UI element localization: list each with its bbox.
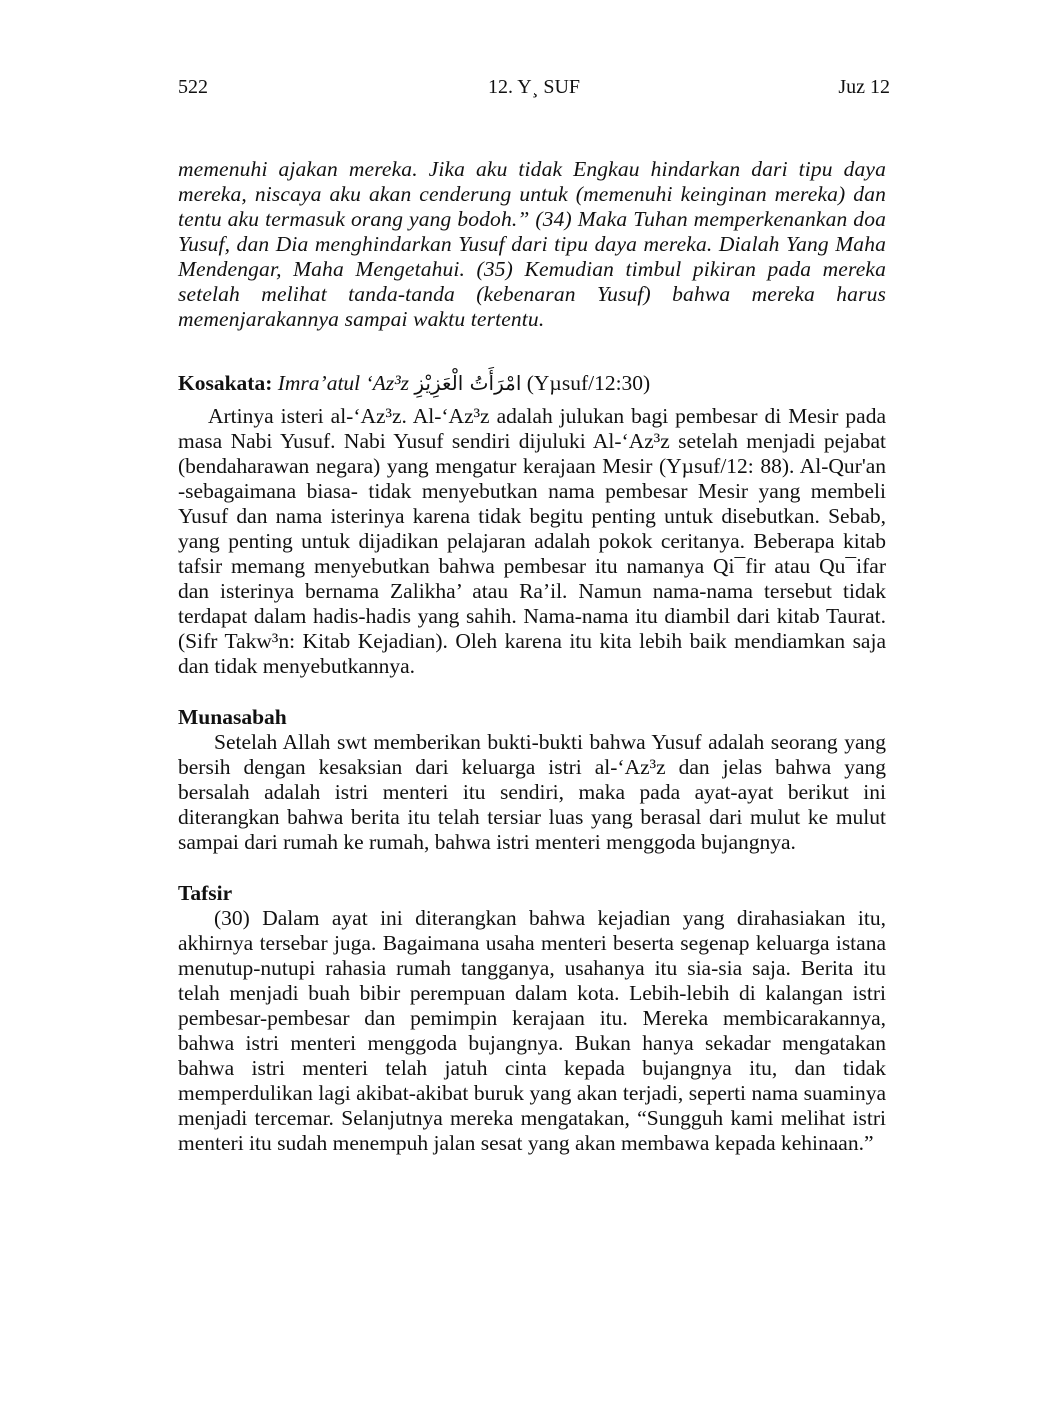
tafsir-heading: Tafsir [178,881,233,905]
page-content [178,157,886,1156]
chapter-title: 12. Y¸ SUF [487,76,581,98]
kosakata-reference: (Yµsuf/12:30) [526,371,651,395]
verse-translation: memenuhi ajakan mereka. Jika aku tidak Engkau hindarkan dari tipu daya mereka, niscaya aku akan cenderung untuk (memenuhi keinginan mereka) dan tentu aku termasuk orang yang bodoh.” (34) Maka Tuhan memperkenankan doa Yusuf, dan Dia menghindarkan Yusuf dari tipu daya mereka. Dialah Yang Maha Mendengar, Maha Mengetahui. (35) Kemudian timbul pikiran pada mereka setelah melihat tanda-tanda (kebenaran Yusuf) bahwa mereka harus memenjarakannya sampai waktu tertentu. [178,157,886,331]
kosakata-body: Artinya isteri al-‘Az³z. Al-‘Az³z adalah julukan bagi pembesar di Mesir pada masa Nabi Yusuf. Nabi Yusuf sendiri dijuluki Al-‘Az³z setelah menjadi pejabat (bendaharawan negara) yang mengatur kerajaan Mesir (Yµsuf/12: 88). Al-Qur'an -sebagaimana biasa- tidak menyebutkan nama pembesar Mesir yang membeli Yusuf dan nama isterinya karena tidak begitu penting untuk disebutkan. Sebab, yang penting untuk dijadikan pelajaran adalah pokok ceritanya. Beberapa kitab tafsir memang menyebutkan bahwa pembesar itu namanya Qi¯fir atau Qu¯ifar dan isterinya bernama Zalikha’ atau Ra’il. Namun nama-nama tersebut tidak terdapat dalam hadis-hadis yang sahih. Nama-nama itu diambil dari kitab Taurat. (Sifr Takw³n: Kitab Kejadian). Oleh karena itu kita lebih baik mendiamkan saja dan tidak menyebutkannya. [178,404,886,678]
page-number: 522 [178,76,208,98]
page-header [178,76,890,104]
juz-label: Juz 12 [838,76,890,98]
kosakata-arabic: امْرَأَتُ الْعَزِيْزِ [414,371,522,395]
munasabah-body: Setelah Allah swt memberikan bukti-bukti bahwa Yusuf adalah seorang yang bersih dengan kesaksian dari keluarga istri al-‘Az³z dan jelas bahwa yang bersalah adalah istri menteri itu sendiri, maka pada ayat-ayat berikut ini diterangkan bahwa berita itu telah tersiar luas yang berasal dari mulut ke mulut sampai dari rumah ke rumah, bahwa istri menteri menggoda bujangnya. [178,730,886,854]
tafsir-body: (30) Dalam ayat ini diterangkan bahwa kejadian yang dirahasiakan itu, akhirnya tersebar juga. Bagaimana usaha menteri beserta segenap keluarga istana menutup-nutupi rahasia rumah tangganya, usahanya itu sia-sia saja. Berita itu telah menjadi buah bibir perempuan dalam kota. Lebih-lebih di kalangan istri pembesar-pembesar dan pemimpin kerajaan itu. Mereka membicarakannya, bahwa istri menteri menggoda bujangnya. Bukan hanya sekadar mengatakan bahwa istri menteri telah jatuh cinta kepada bujangnya itu, dan tidak memperdulikan lagi akibat-akibat buruk yang akan terjadi, seperti nama suaminya menjadi tercemar. Selanjutnya mereka mengatakan, “Sungguh kami melihat istri menteri itu sudah menempuh jalan sesat yang akan membawa kepada kehinaan.” [178,906,886,1155]
kosakata-term: Imra’atul ‘Az³z [277,371,410,395]
kosakata-line [178,368,886,398]
munasabah-heading: Munasabah [178,705,287,729]
kosakata-label: Kosakata: [178,371,273,395]
